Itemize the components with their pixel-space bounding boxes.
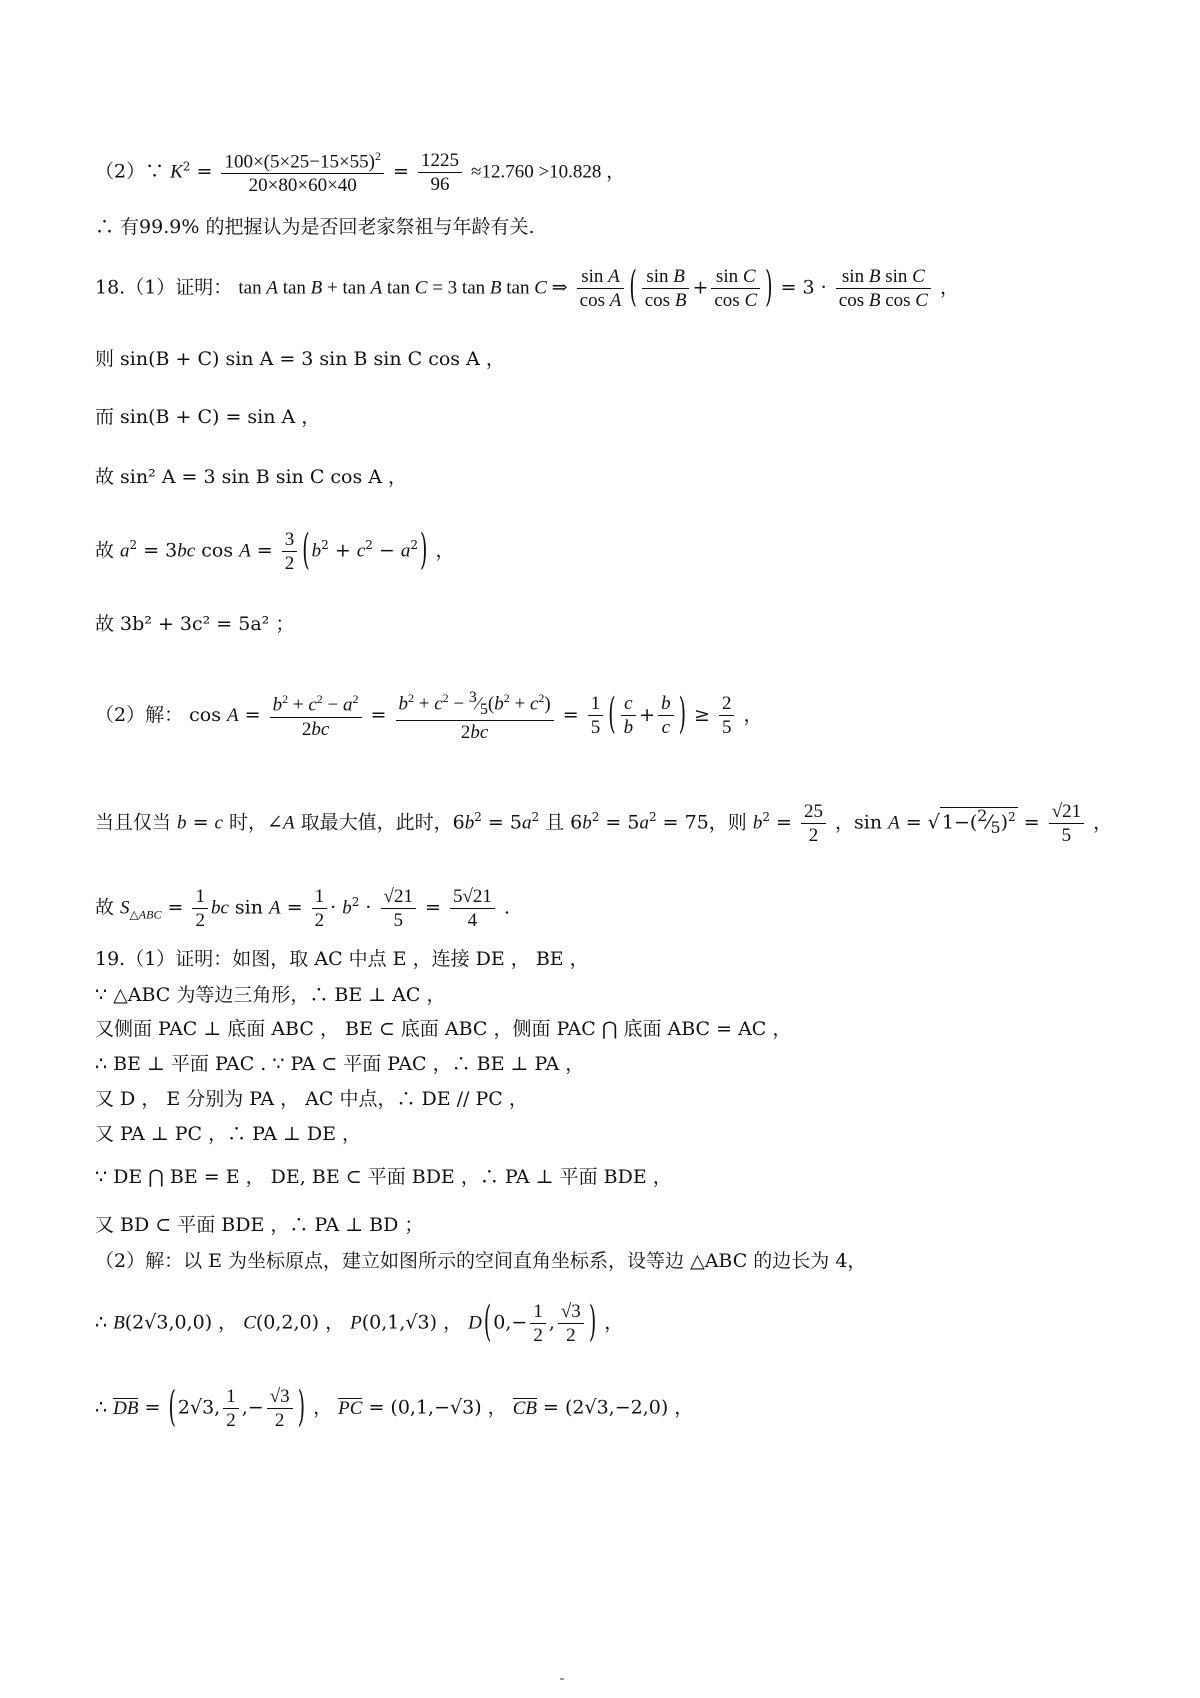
- line-19-1: 19.（1）证明：如图，取 AC 中点 E ，连接 DE ， BE ，: [95, 948, 589, 970]
- line-19-i: ∴ DB = ( 2√3, $\frac{1}{2}$ ,− $\frac{√3}{2}$ ) ， PC = (0,1,−√3) ， CB = (2√3,−2,0) ，: [95, 1382, 694, 1432]
- line-18-d: 故 $a^2 = 3bc$ cos A = $\frac{3}{2}$ ( $b^2 + c^2 - a^2$ ) ，: [95, 525, 455, 575]
- line-18-2: （2）解： cos A = $\frac{b^2 + c^2 - a^2}{2bc}$ = $\frac{b^2 + c^2 - ^3⁄_5(b^2 + c^2)}{2bc}$ = $\frac{1}{5}$ ( $\frac{c}{b}$ + $\frac{b}{c}$ ) ≥ $\frac{2}{5}$ ，: [95, 689, 763, 743]
- line-18-1: 18.（1）证明： tan A tan B + tan A tan C = 3 tan B tan C ⇒ $\frac{\text{sin A}}{\text{cos A}}$ ( $\frac{\text{sin B}}{\text{cos B}}$ + $\frac{\text{sin C}}{\text{cos C}}$ ) = 3 · $\frac{\text{sin B sin C}}{\text{cos B cos C}}$ ，: [95, 262, 960, 312]
- line-k2: （2）∵ $K^2$ = $\frac{100\times(5\times 25-15\times 55)^2}{20\times 80\times 60\times 40}$ = $\frac{1225}{96}$ ≈12.760 >10.828 ，: [95, 149, 626, 197]
- line-18-a: 则 sin(B + C) sin A = 3 sin B sin C cos A ，: [95, 348, 505, 370]
- line-18-g: 故 $S_{\triangle ABC}$ = $\frac{1}{2}$ bc sin A = $\frac{1}{2}$ · $b^2$ · $\frac{√21}{5}$ = $\frac{5√21}{4}$ .: [95, 886, 510, 931]
- line-19-h: ∴ B(2√3,0,0) ， C(0,2,0) ， P(0,1,√3) ， D ( 0,− $\frac{1}{2}$ , $\frac{√3}{2}$ ) ，: [95, 1297, 624, 1347]
- page-mark: [560, 1678, 564, 1680]
- line-19-b: 又侧面 PAC ⊥ 底面 ABC ， BE ⊂ 底面 ABC ，侧面 PAC ⋂ 底面 ABC = AC ，: [95, 1018, 792, 1040]
- line-18-c: 故 sin² A = 3 sin B sin C cos A ，: [95, 466, 408, 488]
- line-18-e: 故 3b² + 3c² = 5a² ；: [95, 613, 295, 635]
- line-19-g: 又 BD ⊂ 平面 BDE ，∴ PA ⊥ BD ；: [95, 1214, 424, 1236]
- line-18-b: 而 sin(B + C) = sin A ，: [95, 406, 321, 428]
- line-18-f: 当且仅当 b = c 时，∠A 取最大值，此时，$6b^2 = 5a^2$ 且 $6b^2 = 5a^2 = 75$，则 $b^2$ = $\frac{25}{2}$ ，sin A = √ $1-(^2⁄_5)^2$ = $\frac{√21}{5}$ ，: [95, 801, 1113, 846]
- line-19-f: ∵ DE ⋂ BE = E ， DE, BE ⊂ 平面 BDE ，∴ PA ⊥ 平面 BDE ，: [95, 1166, 672, 1188]
- line-19-a: ∵ △ABC 为等边三角形，∴ BE ⊥ AC ，: [95, 984, 446, 1006]
- line-19-d: 又 D ， E 分别为 PA ， AC 中点，∴ DE // PC ，: [95, 1088, 528, 1110]
- line-19-e: 又 PA ⊥ PC ，∴ PA ⊥ DE ，: [95, 1123, 362, 1145]
- line-conclusion-1: ∴ 有99.9% 的把握认为是否回老家祭祖与年龄有关.: [95, 216, 535, 238]
- line-19-2: （2）解：以 E 为坐标原点，建立如图所示的空间直角坐标系，设等边 △ABC 的边长为 4，: [95, 1250, 867, 1272]
- line-19-c: ∴ BE ⊥ 平面 PAC . ∵ PA ⊂ 平面 PAC ，∴ BE ⊥ PA ，: [95, 1053, 585, 1075]
